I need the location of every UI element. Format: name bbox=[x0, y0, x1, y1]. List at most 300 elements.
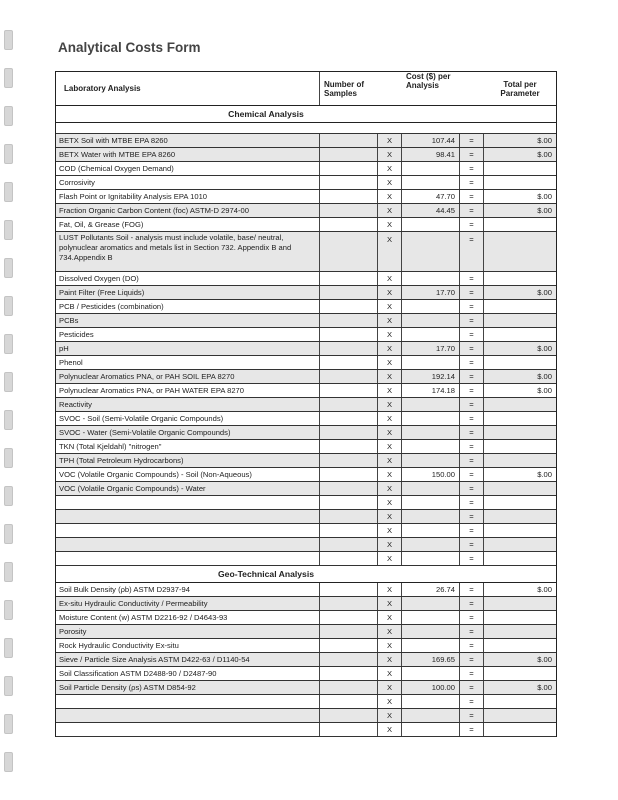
multiply-sign: X bbox=[378, 134, 402, 147]
table-row bbox=[56, 667, 556, 681]
header-cost-line1: Cost ($) per bbox=[406, 72, 451, 81]
multiply-sign: X bbox=[378, 482, 402, 495]
equals-sign: = bbox=[460, 314, 484, 327]
total-cell[interactable]: $.00 bbox=[537, 372, 552, 381]
cost-cell: 26.74 bbox=[402, 583, 460, 596]
cost-cell: 150.00 bbox=[402, 468, 460, 481]
samples-input-cell[interactable] bbox=[320, 681, 378, 694]
analysis-name-cell: Moisture Content (w) ASTM D2216-92 / D4643-93 bbox=[56, 611, 320, 624]
samples-input-cell[interactable] bbox=[320, 134, 378, 147]
analysis-name-cell: COD (Chemical Oxygen Demand) bbox=[56, 162, 320, 175]
binder-hole bbox=[4, 258, 13, 278]
total-cell[interactable] bbox=[484, 356, 556, 369]
table-row bbox=[56, 510, 556, 524]
multiply-sign: X bbox=[378, 625, 402, 638]
header-eq-spacer bbox=[460, 72, 484, 105]
equals-sign: = bbox=[460, 496, 484, 509]
cost-cell bbox=[402, 328, 460, 341]
samples-input-cell[interactable] bbox=[320, 426, 378, 439]
cost-cell bbox=[402, 426, 460, 439]
equals-sign: = bbox=[460, 300, 484, 313]
equals-sign: = bbox=[460, 148, 484, 161]
samples-input-cell[interactable] bbox=[320, 314, 378, 327]
total-cell[interactable] bbox=[484, 162, 556, 175]
table-row bbox=[56, 300, 556, 314]
analysis-name-cell bbox=[56, 723, 320, 736]
total-cell[interactable] bbox=[484, 440, 556, 453]
analysis-name-cell: Fraction Organic Carbon Content (foc) ASTM-D 2974-00 bbox=[56, 204, 320, 217]
table-row bbox=[56, 426, 556, 440]
multiply-sign: X bbox=[378, 639, 402, 652]
equals-sign: = bbox=[460, 232, 484, 271]
cost-cell: 98.41 bbox=[402, 148, 460, 161]
geotech-section-heading bbox=[56, 566, 556, 583]
equals-sign: = bbox=[460, 162, 484, 175]
table-row bbox=[56, 440, 556, 454]
cost-cell bbox=[402, 695, 460, 708]
cost-cell bbox=[402, 723, 460, 736]
total-cell[interactable] bbox=[484, 524, 556, 537]
table-row bbox=[56, 190, 556, 204]
header-samples-line2: Samples bbox=[324, 88, 357, 98]
equals-sign: = bbox=[460, 681, 484, 694]
binder-hole bbox=[4, 68, 13, 88]
table-row bbox=[56, 232, 556, 272]
equals-sign: = bbox=[460, 583, 484, 596]
equals-sign: = bbox=[460, 218, 484, 231]
analysis-name-cell: Dissolved Oxygen (DO) bbox=[56, 272, 320, 285]
table-row bbox=[56, 538, 556, 552]
binder-hole bbox=[4, 296, 13, 316]
header-cost bbox=[402, 72, 460, 105]
samples-input-cell[interactable] bbox=[320, 524, 378, 537]
table-row bbox=[56, 272, 556, 286]
cost-cell bbox=[402, 639, 460, 652]
equals-sign: = bbox=[460, 426, 484, 439]
equals-sign: = bbox=[460, 134, 484, 147]
analysis-name-cell: LUST Pollutants Soil - analysis must include volatile, base/ neutral, polynuclear aromatics and metals list in Section 732. Appendix B and 734.Appendix B bbox=[56, 232, 320, 271]
samples-input-cell[interactable] bbox=[320, 232, 378, 271]
cost-cell bbox=[402, 597, 460, 610]
multiply-sign: X bbox=[378, 412, 402, 425]
total-cell[interactable] bbox=[484, 552, 556, 565]
total-cell[interactable] bbox=[484, 510, 556, 523]
equals-sign: = bbox=[460, 190, 484, 203]
table-row bbox=[56, 597, 556, 611]
analysis-name-cell: PCBs bbox=[56, 314, 320, 327]
analysis-name-cell bbox=[56, 496, 320, 509]
cost-cell bbox=[402, 356, 460, 369]
analysis-name-cell: Sieve / Particle Size Analysis ASTM D422-63 / D1140-54 bbox=[56, 653, 320, 666]
analysis-name-cell: Pesticides bbox=[56, 328, 320, 341]
multiply-sign: X bbox=[378, 162, 402, 175]
multiply-sign: X bbox=[378, 286, 402, 299]
multiply-sign: X bbox=[378, 148, 402, 161]
cost-cell: 47.70 bbox=[402, 190, 460, 203]
total-cell[interactable]: $.00 bbox=[537, 344, 552, 353]
equals-sign: = bbox=[460, 370, 484, 383]
analysis-name-cell: BETX Soil with MTBE EPA 8260 bbox=[56, 134, 320, 147]
total-cell[interactable] bbox=[484, 232, 556, 271]
multiply-sign: X bbox=[378, 468, 402, 481]
analysis-name-cell: Fat, Oil, & Grease (FOG) bbox=[56, 218, 320, 231]
analysis-name-cell: PCB / Pesticides (combination) bbox=[56, 300, 320, 313]
equals-sign: = bbox=[460, 356, 484, 369]
multiply-sign: X bbox=[378, 176, 402, 189]
geotech-heading-text: Geo-Technical Analysis bbox=[218, 569, 314, 579]
analysis-name-cell bbox=[56, 510, 320, 523]
samples-input-cell[interactable] bbox=[320, 328, 378, 341]
header-cost-line2: Analysis bbox=[406, 81, 439, 90]
total-cell[interactable] bbox=[484, 398, 556, 411]
cost-cell bbox=[402, 300, 460, 313]
table-row bbox=[56, 286, 556, 300]
equals-sign: = bbox=[460, 286, 484, 299]
binder-hole bbox=[4, 106, 13, 126]
binder-hole bbox=[4, 30, 13, 50]
binder-hole bbox=[4, 638, 13, 658]
total-cell[interactable] bbox=[484, 328, 556, 341]
total-cell[interactable] bbox=[484, 426, 556, 439]
cost-cell bbox=[402, 232, 460, 271]
equals-sign: = bbox=[460, 611, 484, 624]
samples-input-cell[interactable] bbox=[320, 272, 378, 285]
analysis-name-cell bbox=[56, 695, 320, 708]
samples-input-cell[interactable] bbox=[320, 597, 378, 610]
header-total-line2: Parameter bbox=[500, 88, 540, 98]
total-cell[interactable]: $.00 bbox=[537, 288, 552, 297]
analysis-name-cell: Flash Point or Ignitability Analysis EPA 1010 bbox=[56, 190, 320, 203]
samples-input-cell[interactable] bbox=[320, 625, 378, 638]
cost-cell bbox=[402, 482, 460, 495]
table-row bbox=[56, 524, 556, 538]
binder-hole bbox=[4, 714, 13, 734]
cost-cell bbox=[402, 552, 460, 565]
cost-cell bbox=[402, 176, 460, 189]
equals-sign: = bbox=[460, 653, 484, 666]
samples-input-cell[interactable] bbox=[320, 176, 378, 189]
cost-cell: 44.45 bbox=[402, 204, 460, 217]
analysis-name-cell: TKN (Total Kjeldahl) "nitrogen" bbox=[56, 440, 320, 453]
binder-hole bbox=[4, 562, 13, 582]
total-cell[interactable]: $.00 bbox=[537, 470, 552, 479]
equals-sign: = bbox=[460, 272, 484, 285]
cost-cell bbox=[402, 440, 460, 453]
table-row bbox=[56, 356, 556, 370]
table-row bbox=[56, 384, 556, 398]
multiply-sign: X bbox=[378, 314, 402, 327]
header-total-line1: Total per bbox=[503, 79, 537, 89]
samples-input-cell[interactable] bbox=[320, 454, 378, 467]
binder-hole bbox=[4, 524, 13, 544]
analysis-name-cell: SVOC - Water (Semi-Volatile Organic Compounds) bbox=[56, 426, 320, 439]
table-row bbox=[56, 204, 556, 218]
header-x-spacer bbox=[378, 72, 402, 105]
samples-input-cell[interactable] bbox=[320, 370, 378, 383]
total-cell[interactable] bbox=[484, 695, 556, 708]
cost-cell bbox=[402, 538, 460, 551]
analysis-name-cell: VOC (Volatile Organic Compounds) - Soil (Non-Aqueous) bbox=[56, 468, 320, 481]
equals-sign: = bbox=[460, 204, 484, 217]
samples-input-cell[interactable] bbox=[320, 667, 378, 680]
geotech-rows bbox=[56, 583, 556, 737]
table-header bbox=[56, 72, 556, 106]
analysis-name-cell: Ex-situ Hydraulic Conductivity / Permeability bbox=[56, 597, 320, 610]
total-cell[interactable] bbox=[484, 625, 556, 638]
equals-sign: = bbox=[460, 524, 484, 537]
samples-input-cell[interactable] bbox=[320, 709, 378, 722]
table-row bbox=[56, 328, 556, 342]
total-cell[interactable] bbox=[484, 454, 556, 467]
multiply-sign: X bbox=[378, 667, 402, 680]
analysis-name-cell bbox=[56, 709, 320, 722]
samples-input-cell[interactable] bbox=[320, 653, 378, 666]
costs-table bbox=[55, 71, 557, 737]
samples-input-cell[interactable] bbox=[320, 412, 378, 425]
equals-sign: = bbox=[460, 398, 484, 411]
analysis-name-cell: Phenol bbox=[56, 356, 320, 369]
table-row bbox=[56, 342, 556, 356]
multiply-sign: X bbox=[378, 398, 402, 411]
analysis-name-cell bbox=[56, 524, 320, 537]
cost-cell: 174.18 bbox=[402, 384, 460, 397]
binder-hole bbox=[4, 486, 13, 506]
table-row bbox=[56, 709, 556, 723]
total-cell[interactable] bbox=[484, 667, 556, 680]
total-cell[interactable] bbox=[484, 412, 556, 425]
multiply-sign: X bbox=[378, 723, 402, 736]
equals-sign: = bbox=[460, 328, 484, 341]
analysis-name-cell: Rock Hydraulic Conductivity Ex-situ bbox=[56, 639, 320, 652]
samples-input-cell[interactable] bbox=[320, 218, 378, 231]
table-row bbox=[56, 611, 556, 625]
table-row bbox=[56, 148, 556, 162]
equals-sign: = bbox=[460, 709, 484, 722]
analysis-name-cell: Soil Particle Density (ρs) ASTM D854-92 bbox=[56, 681, 320, 694]
equals-sign: = bbox=[460, 342, 484, 355]
samples-input-cell[interactable] bbox=[320, 384, 378, 397]
multiply-sign: X bbox=[378, 218, 402, 231]
cost-cell: 107.44 bbox=[402, 134, 460, 147]
total-cell[interactable] bbox=[484, 218, 556, 231]
samples-input-cell[interactable] bbox=[320, 190, 378, 203]
samples-input-cell[interactable] bbox=[320, 583, 378, 596]
multiply-sign: X bbox=[378, 709, 402, 722]
cost-cell bbox=[402, 709, 460, 722]
samples-input-cell[interactable] bbox=[320, 723, 378, 736]
samples-input-cell[interactable] bbox=[320, 440, 378, 453]
binder-hole bbox=[4, 182, 13, 202]
equals-sign: = bbox=[460, 482, 484, 495]
binder-hole bbox=[4, 144, 13, 164]
total-cell[interactable]: $.00 bbox=[537, 683, 552, 692]
total-cell[interactable]: $.00 bbox=[537, 655, 552, 664]
cost-cell: 100.00 bbox=[402, 681, 460, 694]
total-cell[interactable] bbox=[484, 723, 556, 736]
analysis-name-cell: BETX Water with MTBE EPA 8260 bbox=[56, 148, 320, 161]
total-cell[interactable]: $.00 bbox=[537, 150, 552, 159]
multiply-sign: X bbox=[378, 538, 402, 551]
cost-cell: 17.70 bbox=[402, 342, 460, 355]
samples-input-cell[interactable] bbox=[320, 356, 378, 369]
total-cell[interactable] bbox=[484, 496, 556, 509]
table-row bbox=[56, 482, 556, 496]
table-row bbox=[56, 552, 556, 566]
binder-hole bbox=[4, 600, 13, 620]
multiply-sign: X bbox=[378, 524, 402, 537]
analysis-name-cell bbox=[56, 538, 320, 551]
table-row bbox=[56, 412, 556, 426]
table-row bbox=[56, 625, 556, 639]
total-cell[interactable]: $.00 bbox=[537, 585, 552, 594]
total-cell[interactable] bbox=[484, 314, 556, 327]
samples-input-cell[interactable] bbox=[320, 552, 378, 565]
analysis-name-cell: Polynuclear Aromatics PNA, or PAH SOIL EPA 8270 bbox=[56, 370, 320, 383]
total-cell[interactable] bbox=[484, 176, 556, 189]
cost-cell bbox=[402, 510, 460, 523]
multiply-sign: X bbox=[378, 384, 402, 397]
equals-sign: = bbox=[460, 384, 484, 397]
total-cell[interactable] bbox=[484, 482, 556, 495]
analysis-name-cell: VOC (Volatile Organic Compounds) - Water bbox=[56, 482, 320, 495]
table-row bbox=[56, 681, 556, 695]
samples-input-cell[interactable] bbox=[320, 510, 378, 523]
total-cell[interactable] bbox=[484, 639, 556, 652]
cost-cell: 17.70 bbox=[402, 286, 460, 299]
binder-hole bbox=[4, 220, 13, 240]
analysis-name-cell: Paint Filter (Free Liquids) bbox=[56, 286, 320, 299]
samples-input-cell[interactable] bbox=[320, 496, 378, 509]
total-cell[interactable] bbox=[484, 538, 556, 551]
table-row bbox=[56, 454, 556, 468]
total-cell[interactable]: $.00 bbox=[537, 136, 552, 145]
samples-input-cell[interactable] bbox=[320, 342, 378, 355]
cost-cell bbox=[402, 218, 460, 231]
samples-input-cell[interactable] bbox=[320, 639, 378, 652]
header-analysis: Laboratory Analysis bbox=[56, 72, 320, 105]
multiply-sign: X bbox=[378, 426, 402, 439]
samples-input-cell[interactable] bbox=[320, 538, 378, 551]
samples-input-cell[interactable] bbox=[320, 204, 378, 217]
equals-sign: = bbox=[460, 468, 484, 481]
multiply-sign: X bbox=[378, 356, 402, 369]
equals-sign: = bbox=[460, 639, 484, 652]
cost-cell bbox=[402, 667, 460, 680]
chemical-rows bbox=[56, 134, 556, 566]
total-cell[interactable] bbox=[484, 709, 556, 722]
table-row bbox=[56, 496, 556, 510]
total-cell[interactable] bbox=[484, 611, 556, 624]
samples-input-cell[interactable] bbox=[320, 162, 378, 175]
table-row bbox=[56, 398, 556, 412]
cost-cell bbox=[402, 454, 460, 467]
multiply-sign: X bbox=[378, 204, 402, 217]
table-row bbox=[56, 314, 556, 328]
samples-input-cell[interactable] bbox=[320, 482, 378, 495]
multiply-sign: X bbox=[378, 653, 402, 666]
cost-cell bbox=[402, 398, 460, 411]
binder-hole bbox=[4, 676, 13, 696]
samples-input-cell[interactable] bbox=[320, 398, 378, 411]
binder-hole bbox=[4, 372, 13, 392]
binder-hole bbox=[4, 752, 13, 772]
equals-sign: = bbox=[460, 454, 484, 467]
table-row bbox=[56, 583, 556, 597]
header-total bbox=[484, 72, 556, 105]
table-row bbox=[56, 162, 556, 176]
multiply-sign: X bbox=[378, 272, 402, 285]
samples-input-cell[interactable] bbox=[320, 695, 378, 708]
total-cell[interactable] bbox=[484, 597, 556, 610]
equals-sign: = bbox=[460, 597, 484, 610]
analysis-name-cell: Reactivity bbox=[56, 398, 320, 411]
total-cell[interactable]: $.00 bbox=[537, 206, 552, 215]
multiply-sign: X bbox=[378, 440, 402, 453]
equals-sign: = bbox=[460, 552, 484, 565]
total-cell[interactable]: $.00 bbox=[537, 192, 552, 201]
equals-sign: = bbox=[460, 667, 484, 680]
cost-cell: 169.65 bbox=[402, 653, 460, 666]
table-row bbox=[56, 723, 556, 737]
equals-sign: = bbox=[460, 695, 484, 708]
multiply-sign: X bbox=[378, 695, 402, 708]
table-row bbox=[56, 176, 556, 190]
analysis-name-cell: Polynuclear Aromatics PNA, or PAH WATER EPA 8270 bbox=[56, 384, 320, 397]
cost-cell bbox=[402, 611, 460, 624]
binder-hole bbox=[4, 334, 13, 354]
multiply-sign: X bbox=[378, 342, 402, 355]
samples-input-cell[interactable] bbox=[320, 611, 378, 624]
cost-cell bbox=[402, 162, 460, 175]
table-row bbox=[56, 134, 556, 148]
multiply-sign: X bbox=[378, 611, 402, 624]
multiply-sign: X bbox=[378, 370, 402, 383]
equals-sign: = bbox=[460, 723, 484, 736]
cost-cell bbox=[402, 625, 460, 638]
section-spacer bbox=[56, 123, 556, 134]
table-row bbox=[56, 370, 556, 384]
chemical-heading-text: Chemical Analysis bbox=[228, 109, 304, 119]
multiply-sign: X bbox=[378, 232, 402, 271]
multiply-sign: X bbox=[378, 190, 402, 203]
table-row bbox=[56, 695, 556, 709]
multiply-sign: X bbox=[378, 552, 402, 565]
multiply-sign: X bbox=[378, 328, 402, 341]
equals-sign: = bbox=[460, 538, 484, 551]
cost-cell bbox=[402, 412, 460, 425]
equals-sign: = bbox=[460, 440, 484, 453]
equals-sign: = bbox=[460, 412, 484, 425]
chemical-section-heading bbox=[56, 106, 556, 123]
analysis-name-cell: Porosity bbox=[56, 625, 320, 638]
multiply-sign: X bbox=[378, 597, 402, 610]
binder-hole bbox=[4, 448, 13, 468]
equals-sign: = bbox=[460, 176, 484, 189]
table-row bbox=[56, 653, 556, 667]
multiply-sign: X bbox=[378, 583, 402, 596]
total-cell[interactable]: $.00 bbox=[537, 386, 552, 395]
total-cell[interactable] bbox=[484, 300, 556, 313]
total-cell[interactable] bbox=[484, 272, 556, 285]
samples-input-cell[interactable] bbox=[320, 286, 378, 299]
cost-cell: 192.14 bbox=[402, 370, 460, 383]
analysis-name-cell bbox=[56, 552, 320, 565]
analysis-name-cell: Corrosivity bbox=[56, 176, 320, 189]
samples-input-cell[interactable] bbox=[320, 468, 378, 481]
samples-input-cell[interactable] bbox=[320, 148, 378, 161]
page-title: Analytical Costs Form bbox=[58, 40, 201, 55]
samples-input-cell[interactable] bbox=[320, 300, 378, 313]
